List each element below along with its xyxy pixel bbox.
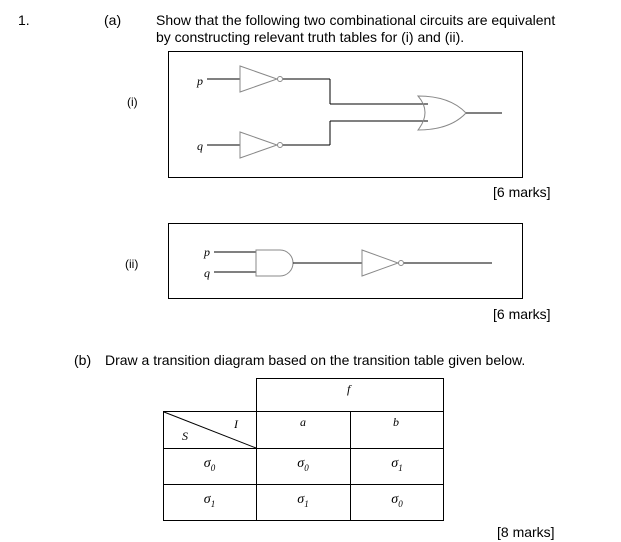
table-col-b: b xyxy=(393,415,399,429)
table-row-2-state: $\sigma_1$ xyxy=(203,492,216,509)
circuit-i-label: (i) xyxy=(127,95,138,109)
table-row-2-a: $\sigma_1$ xyxy=(297,492,309,509)
table-f-header: f xyxy=(347,382,351,396)
table-corner-i: I xyxy=(234,417,238,431)
circuit-i-input-q: q xyxy=(197,139,203,153)
part-b-instruction: Draw a transition diagram based on the transition table given below. xyxy=(105,352,526,368)
table-corner-s: S xyxy=(182,429,188,443)
question-number: 1. xyxy=(18,12,30,28)
part-b-label: (b) xyxy=(74,352,92,368)
table-row-1-state: $\sigma_0$ xyxy=(203,456,216,473)
part-b-marks: [8 marks] xyxy=(497,524,555,540)
circuit-ii-input-p: p xyxy=(204,245,210,259)
part-a-instruction-line2: by constructing relevant truth tables for (i) and (ii). xyxy=(156,29,465,45)
part-a-label: (a) xyxy=(104,12,122,28)
table-row-2-b: $\sigma_0$ xyxy=(391,492,403,509)
part-a-instruction-line1: Show that the following two combinational circuits are equivalent xyxy=(156,12,556,28)
circuit-ii-marks: [6 marks] xyxy=(493,306,551,322)
circuit-i-marks: [6 marks] xyxy=(493,184,551,200)
table-row-1-b: $\sigma_1$ xyxy=(391,456,403,473)
circuit-ii-label: (ii) xyxy=(125,257,139,271)
table-row-1-a: $\sigma_0$ xyxy=(297,456,309,473)
table-col-a: a xyxy=(300,415,306,429)
circuit-ii-input-q: q xyxy=(204,266,210,280)
circuit-i-input-p: p xyxy=(197,74,203,88)
